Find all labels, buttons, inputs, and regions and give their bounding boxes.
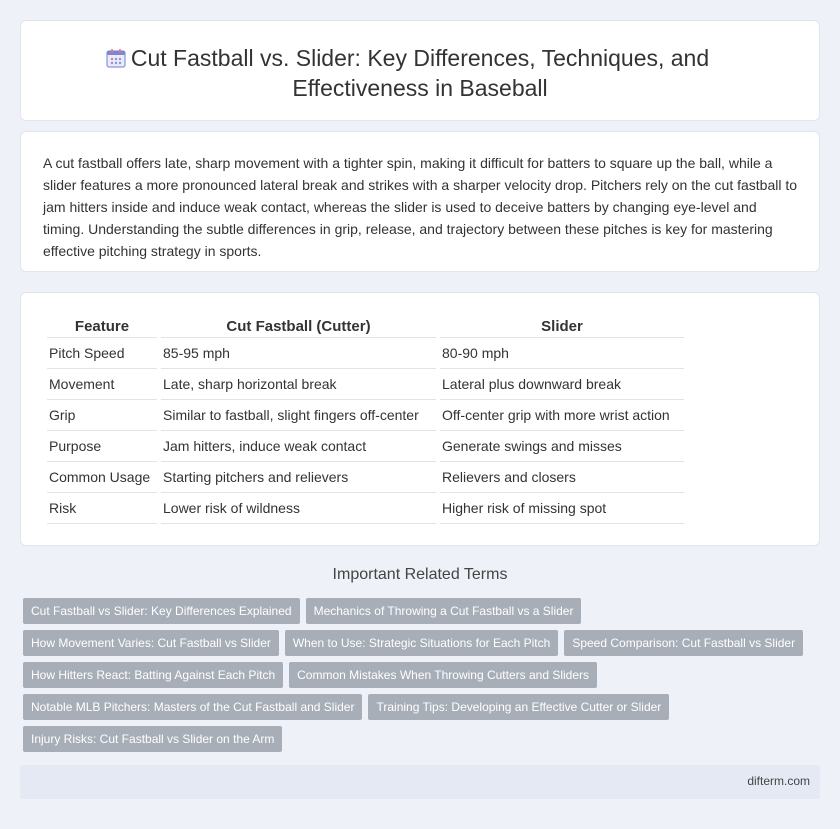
table-row — [47, 369, 684, 400]
cell-feature: Purpose — [47, 431, 157, 462]
header-cutter: Cut Fastball (Cutter) — [161, 313, 436, 338]
comparison-card — [20, 292, 820, 546]
table-row — [47, 431, 684, 462]
related-tag[interactable]: Training Tips: Developing an Effective Cutter or Slider — [368, 694, 669, 720]
header-feature: Feature — [47, 313, 157, 338]
cell-slider: Higher risk of missing spot — [440, 493, 684, 524]
table-row — [47, 400, 684, 431]
cell-slider: Relievers and closers — [440, 462, 684, 493]
table-row — [47, 462, 684, 493]
related-tag[interactable]: Cut Fastball vs Slider: Key Differences Explained — [23, 598, 300, 624]
cell-cutter: Jam hitters, induce weak contact — [161, 431, 436, 462]
intro-card — [20, 131, 820, 272]
related-tag[interactable]: When to Use: Strategic Situations for Each Pitch — [285, 630, 558, 656]
cell-feature: Common Usage — [47, 462, 157, 493]
related-tag[interactable]: Common Mistakes When Throwing Cutters and Sliders — [289, 662, 597, 688]
cell-slider: Off-center grip with more wrist action — [440, 400, 684, 431]
related-tag[interactable]: Notable MLB Pitchers: Masters of the Cut Fastball and Slider — [23, 694, 362, 720]
cell-slider: Lateral plus downward break — [440, 369, 684, 400]
title-card — [20, 20, 820, 121]
site-link[interactable]: difterm.com — [747, 774, 810, 788]
cell-feature: Movement — [47, 369, 157, 400]
cell-slider: Generate swings and misses — [440, 431, 684, 462]
page-title: Cut Fastball vs. Slider: Key Differences, Techniques, and Effectiveness in Baseball — [130, 45, 710, 101]
related-terms-heading: Important Related Terms — [332, 566, 508, 583]
related-tag[interactable]: How Movement Varies: Cut Fastball vs Slider — [23, 630, 279, 656]
related-tags — [23, 598, 813, 752]
header-slider: Slider — [440, 313, 684, 338]
cell-slider: 80-90 mph — [440, 338, 684, 369]
footer — [20, 765, 820, 799]
cell-feature: Grip — [47, 400, 157, 431]
cell-feature: Risk — [47, 493, 157, 524]
cell-cutter: Starting pitchers and relievers — [161, 462, 436, 493]
cell-cutter: Lower risk of wildness — [161, 493, 436, 524]
related-tag[interactable]: Mechanics of Throwing a Cut Fastball vs a Slider — [306, 598, 582, 624]
table-header-row — [47, 313, 684, 338]
related-tag[interactable]: Injury Risks: Cut Fastball vs Slider on the Arm — [23, 726, 282, 752]
cell-cutter: Late, sharp horizontal break — [161, 369, 436, 400]
related-tag[interactable]: How Hitters React: Batting Against Each Pitch — [23, 662, 283, 688]
cell-cutter: Similar to fastball, slight fingers off-center — [161, 400, 436, 431]
intro-paragraph: A cut fastball offers late, sharp movement with a tighter spin, making it difficult for batters to square up the ball, while a slider features a more pronounced lateral break and strikes with a sharper velocity drop. Pitchers rely on the cut fastball to jam hitters inside and induce weak contact, whereas the slider is used to deceive batters by changing eye-level and timing. Understanding the subtle differences in grip, release, and trajectory between these pitches is key for mastering effective pitching strategy in sports. — [43, 155, 798, 259]
cell-feature: Pitch Speed — [47, 338, 157, 369]
table-row — [47, 338, 684, 369]
cell-cutter: 85-95 mph — [161, 338, 436, 369]
related-tag[interactable]: Speed Comparison: Cut Fastball vs Slider — [564, 630, 803, 656]
comparison-table — [43, 313, 688, 524]
table-row — [47, 493, 684, 524]
